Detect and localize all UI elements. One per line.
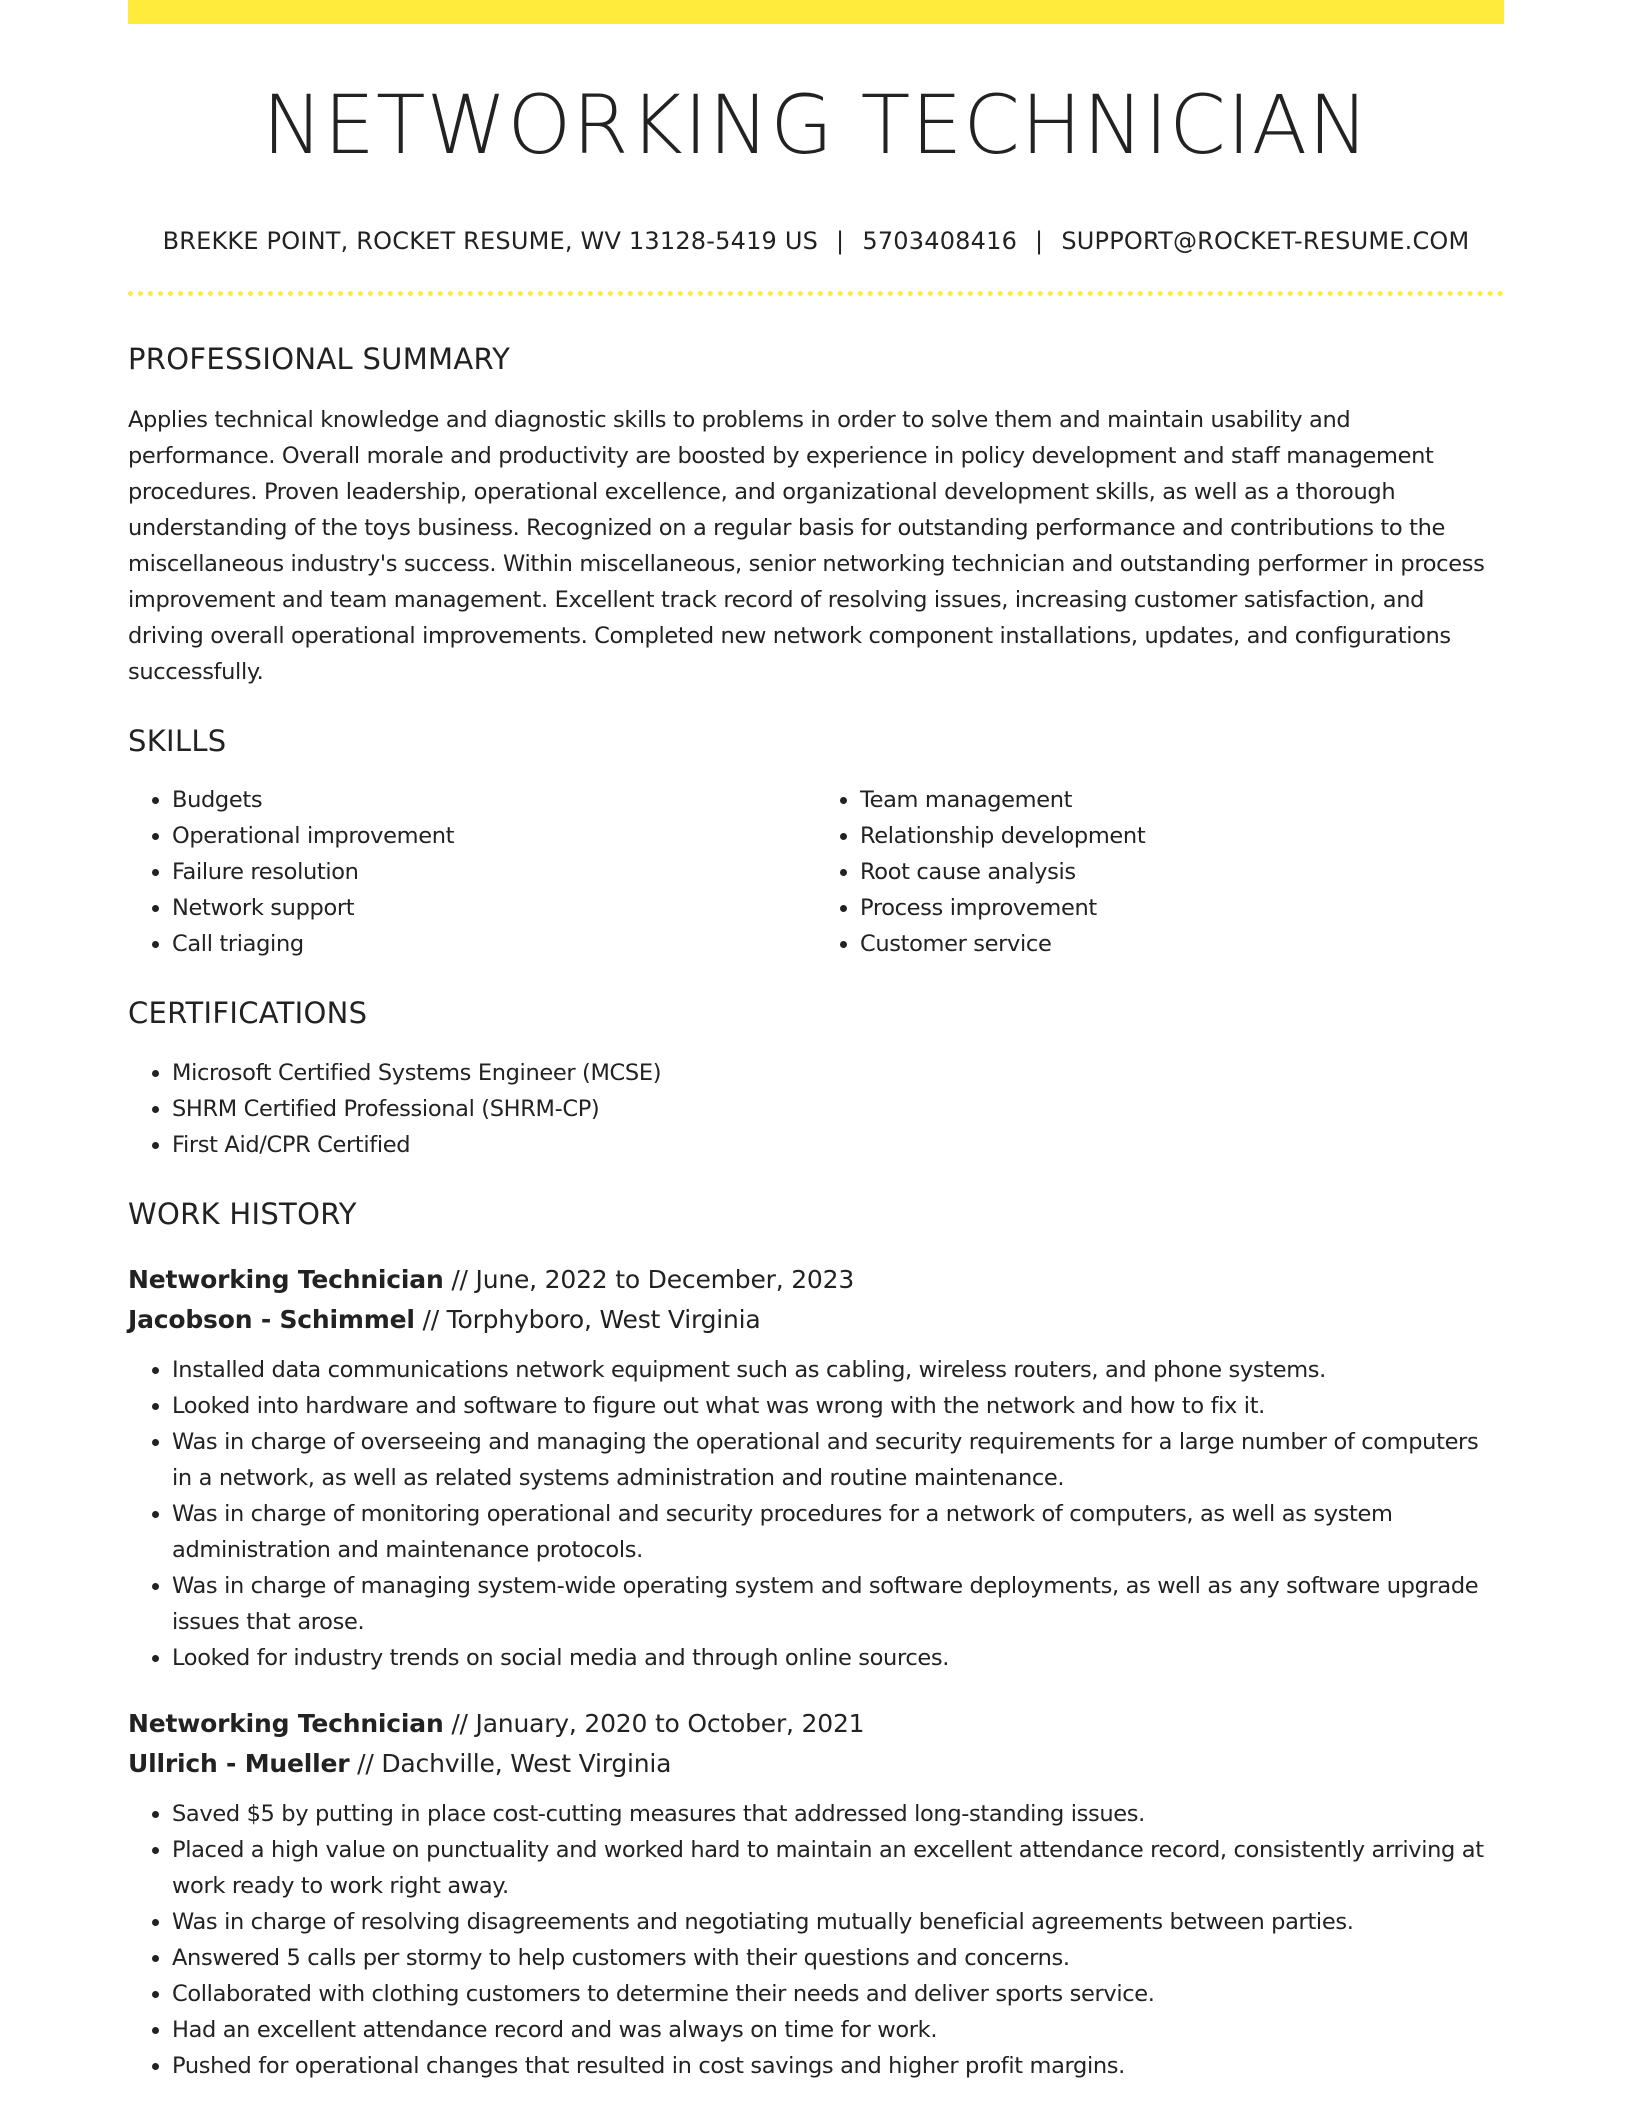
job-header	[128, 1704, 1504, 1784]
skills-list-right	[816, 782, 1504, 962]
certification-item: • First Aid/CPR Certified	[172, 1127, 1504, 1163]
job-duty: • Collaborated with clothing customers to determine their needs and deliver sports service.	[172, 1976, 1504, 2012]
resume-title: NETWORKING TECHNICIAN	[262, 79, 1370, 173]
job-company: Ullrich - Mueller	[128, 1749, 350, 1779]
job-duties-list	[128, 1352, 1504, 1676]
job-duty: • Was in charge of managing system-wide operating system and software deployments, as well as any software upgrade issues that arose.	[172, 1568, 1504, 1640]
resume-page	[128, 0, 1504, 2084]
job-duty: • Was in charge of overseeing and managing the operational and security requirements for a large number of computers in a network, as well as related systems administration and routine maintenance.	[172, 1424, 1504, 1496]
skill-item: • Network support	[172, 890, 816, 926]
job-divider: //	[422, 1305, 439, 1335]
job-role: Networking Technician	[128, 1265, 444, 1295]
contact-separator: |	[836, 227, 845, 256]
contact-phone: 5703408416	[862, 227, 1018, 256]
job-role: Networking Technician	[128, 1709, 444, 1739]
job-duty: • Looked for industry trends on social media and through online sources.	[172, 1640, 1504, 1676]
job-company-line	[128, 1300, 1504, 1340]
job-duty: • Was in charge of resolving disagreements and negotiating mutually beneficial agreements between parties.	[172, 1904, 1504, 1940]
summary-text: Applies technical knowledge and diagnostic skills to problems in order to solve them and maintain usability and performance. Overall morale and productivity are boosted by experience in policy development and staff management procedures. Proven leadership, operational excellence, and organizational development skills, as well as a thorough understanding of the toys business. Recognized on a regular basis for outstanding performance and contributions to the miscellaneous industry's success. Within miscellaneous, senior networking technician and outstanding performer in process improvement and team management. Excellent track record of resolving issues, increasing customer satisfaction, and driving overall operational improvements. Completed new network component installations, updates, and configurations successfully.	[128, 406, 1485, 685]
job-duty: • Saved $5 by putting in place cost-cutting measures that addressed long-standing issues.	[172, 1796, 1504, 1832]
job-duty: • Placed a high value on punctuality and worked hard to maintain an excellent attendance record, consistently arriving at work ready to work right away.	[172, 1832, 1504, 1904]
job-duty: • Had an excellent attendance record and was always on time for work.	[172, 2012, 1504, 2048]
contact-line	[128, 227, 1504, 256]
job-dates: January, 2020 to October, 2021	[475, 1709, 865, 1739]
certifications-list	[128, 1055, 1504, 1163]
skill-item: • Root cause analysis	[860, 854, 1504, 890]
job-divider: //	[357, 1749, 374, 1779]
job-header	[128, 1260, 1504, 1340]
summary-heading: PROFESSIONAL SUMMARY	[128, 341, 511, 376]
skill-item: • Call triaging	[172, 926, 816, 962]
skill-item: • Budgets	[172, 782, 816, 818]
job-entry	[128, 1260, 1504, 1676]
job-duties-list	[128, 1796, 1504, 2084]
certifications-heading: CERTIFICATIONS	[128, 996, 368, 1031]
job-duty: • Installed data communications network equipment such as cabling, wireless routers, and phone systems.	[172, 1352, 1504, 1388]
contact-address: BREKKE POINT, ROCKET RESUME, WV 13128-5419 US	[162, 227, 819, 256]
dotted-divider	[128, 291, 1504, 296]
contact-separator: |	[1035, 227, 1044, 256]
certification-item: • Microsoft Certified Systems Engineer (MCSE)	[172, 1055, 1504, 1091]
contact-email: SUPPORT@ROCKET-RESUME.COM	[1061, 227, 1470, 256]
job-duty: • Was in charge of monitoring operational and security procedures for a network of computers, as well as system administration and maintenance protocols.	[172, 1496, 1504, 1568]
accent-bar	[128, 0, 1504, 24]
job-company: Jacobson - Schimmel	[128, 1305, 415, 1335]
job-duty: • Pushed for operational changes that resulted in cost savings and higher profit margins.	[172, 2048, 1504, 2084]
work-history-heading: WORK HISTORY	[128, 1197, 357, 1232]
job-entry	[128, 1704, 1504, 2084]
skill-item: • Failure resolution	[172, 854, 816, 890]
skills-columns	[128, 782, 1504, 962]
skills-heading: SKILLS	[128, 723, 227, 758]
skill-item: • Team management	[860, 782, 1504, 818]
job-divider: //	[451, 1709, 468, 1739]
job-dates: June, 2022 to December, 2023	[475, 1265, 855, 1295]
job-duty: • Answered 5 calls per stormy to help customers with their questions and concerns.	[172, 1940, 1504, 1976]
certification-item: • SHRM Certified Professional (SHRM-CP)	[172, 1091, 1504, 1127]
job-duty: • Looked into hardware and software to figure out what was wrong with the network and how to fix it.	[172, 1388, 1504, 1424]
job-company-line	[128, 1744, 1504, 1784]
skill-item: • Process improvement	[860, 890, 1504, 926]
job-location: Dachville, West Virginia	[381, 1749, 672, 1779]
job-location: Torphyboro, West Virginia	[446, 1305, 761, 1335]
skill-item: • Operational improvement	[172, 818, 816, 854]
skills-list-left	[128, 782, 816, 962]
job-divider: //	[451, 1265, 468, 1295]
job-role-line	[128, 1704, 1504, 1744]
job-role-line	[128, 1260, 1504, 1300]
skill-item: • Customer service	[860, 926, 1504, 962]
skill-item: • Relationship development	[860, 818, 1504, 854]
